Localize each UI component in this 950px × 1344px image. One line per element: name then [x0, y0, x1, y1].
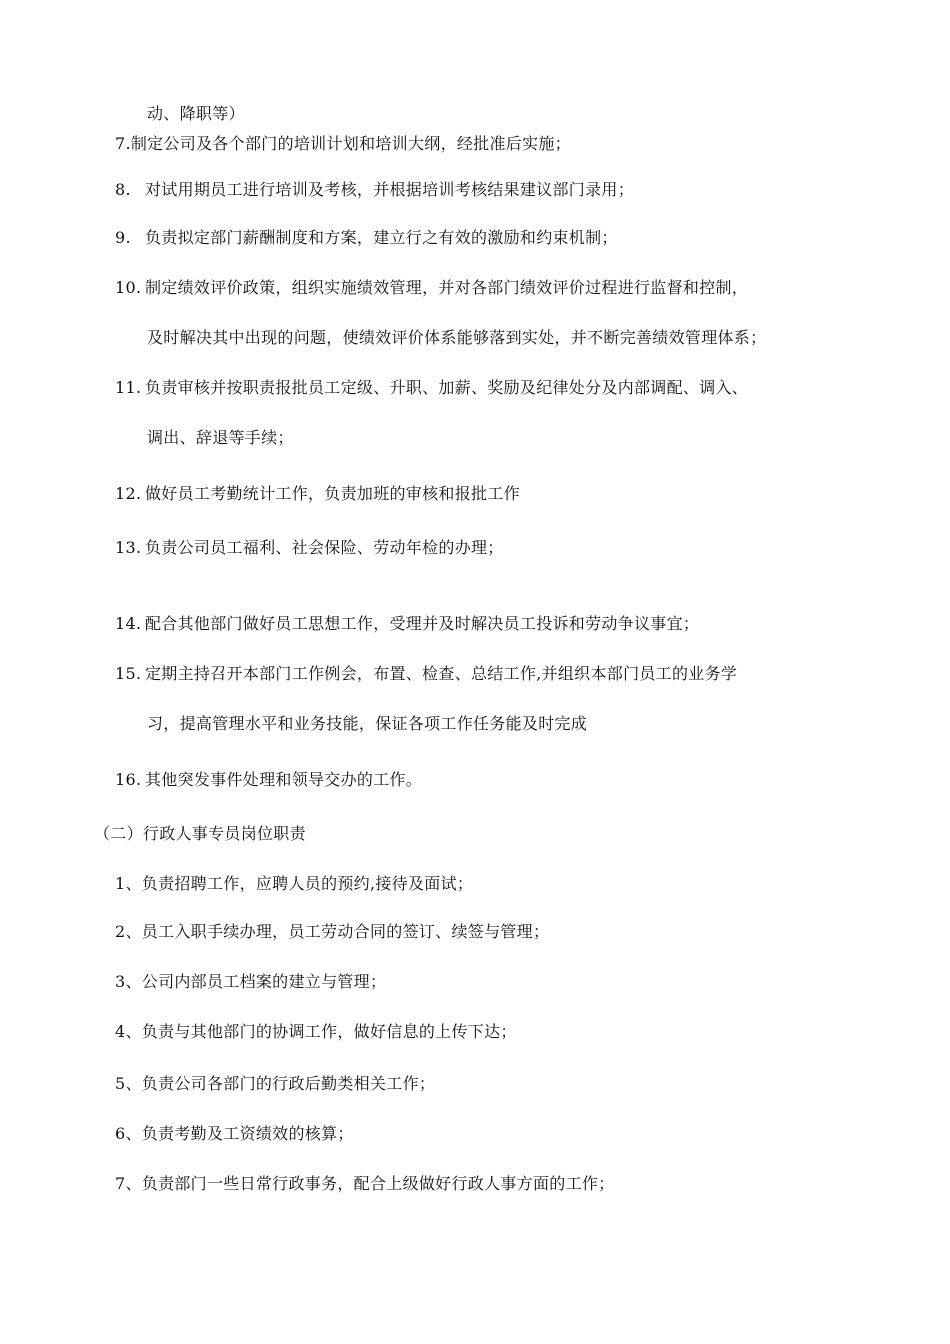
duty-item-1: 1、负责招聘工作，应聘人员的预约,接待及面试；: [115, 874, 474, 893]
item-number: 13.: [115, 538, 142, 557]
item-number: 10.: [115, 278, 142, 297]
item-text: 做好员工考勤统计工作，负责加班的审核和报批工作: [145, 484, 520, 503]
duty-item-3: 3、公司内部员工档案的建立与管理；: [115, 972, 387, 991]
item-text: 对试用期员工进行培训及考核，并根据培训考核结果建议部门录用；: [145, 180, 635, 199]
list-item-8: [115, 180, 634, 200]
duty-item-5: 5、负责公司各部门的行政后勤类相关工作；: [115, 1074, 436, 1093]
item-text: 负责拟定部门薪酬制度和方案，建立行之有效的激励和约束机制；: [145, 228, 618, 247]
item-number: 15.: [115, 664, 142, 683]
list-item-12: [115, 484, 520, 504]
item-text: 负责审核并按职责报批员工定级、升职、加薪、奖励及纪律处分及内部调配、调入、: [145, 378, 749, 397]
list-item-10-continuation: 及时解决其中出现的问题，使绩效评价体系能够落到实处，并不断完善绩效管理体系；: [147, 328, 767, 347]
item-text: 负责公司员工福利、社会保险、劳动年检的办理；: [145, 538, 504, 557]
item-text: 其他突发事件处理和领导交办的工作。: [145, 770, 423, 789]
list-item-11-continuation: 调出、辞退等手续；: [147, 428, 294, 447]
list-item-9: [115, 228, 618, 248]
list-item-7: [115, 134, 571, 154]
list-item-11: [115, 378, 748, 398]
item-number: 14.: [115, 614, 142, 633]
item-text: 定期主持召开本部门工作例会，布置、检查、总结工作,并组织本部门员工的业务学: [145, 664, 738, 683]
list-item-14: [115, 614, 699, 634]
item-number: 16.: [115, 770, 142, 789]
item-text: 配合其他部门做好员工思想工作，受理并及时解决员工投诉和劳动争议事宜；: [145, 614, 700, 633]
item-text: 制定绩效评价政策，组织实施绩效管理，并对各部门绩效评价过程进行监督和控制，: [145, 278, 749, 297]
item-text: 制定公司及各个部门的培训计划和培训大纲，经批准后实施；: [130, 134, 571, 153]
list-item-15-continuation: 习，提高管理水平和业务技能，保证各项工作任务能及时完成: [147, 714, 588, 733]
duty-item-2: 2、员工入职手续办理，员工劳动合同的签订、续签与管理；: [115, 922, 550, 941]
item-number: 12.: [115, 484, 142, 503]
item-number: 7.: [115, 134, 131, 153]
list-item-13: [115, 538, 504, 558]
duty-item-6: 6、负责考勤及工资绩效的核算；: [115, 1124, 354, 1143]
item-number: 8.: [115, 180, 131, 199]
duty-item-7: 7、负责部门一些日常行政事务，配合上级做好行政人事方面的工作；: [115, 1174, 615, 1193]
list-item-10: [115, 278, 748, 298]
section-heading: （二）行政人事专员岗位职责: [94, 824, 306, 843]
list-item-15: [115, 664, 737, 684]
item-number: 9.: [115, 228, 131, 247]
list-item-16: [115, 770, 422, 790]
item-number: 11.: [115, 378, 142, 397]
item-6-continuation: 动、降职等）: [147, 104, 245, 123]
duty-item-4: 4、负责与其他部门的协调工作，做好信息的上传下达；: [115, 1022, 517, 1041]
